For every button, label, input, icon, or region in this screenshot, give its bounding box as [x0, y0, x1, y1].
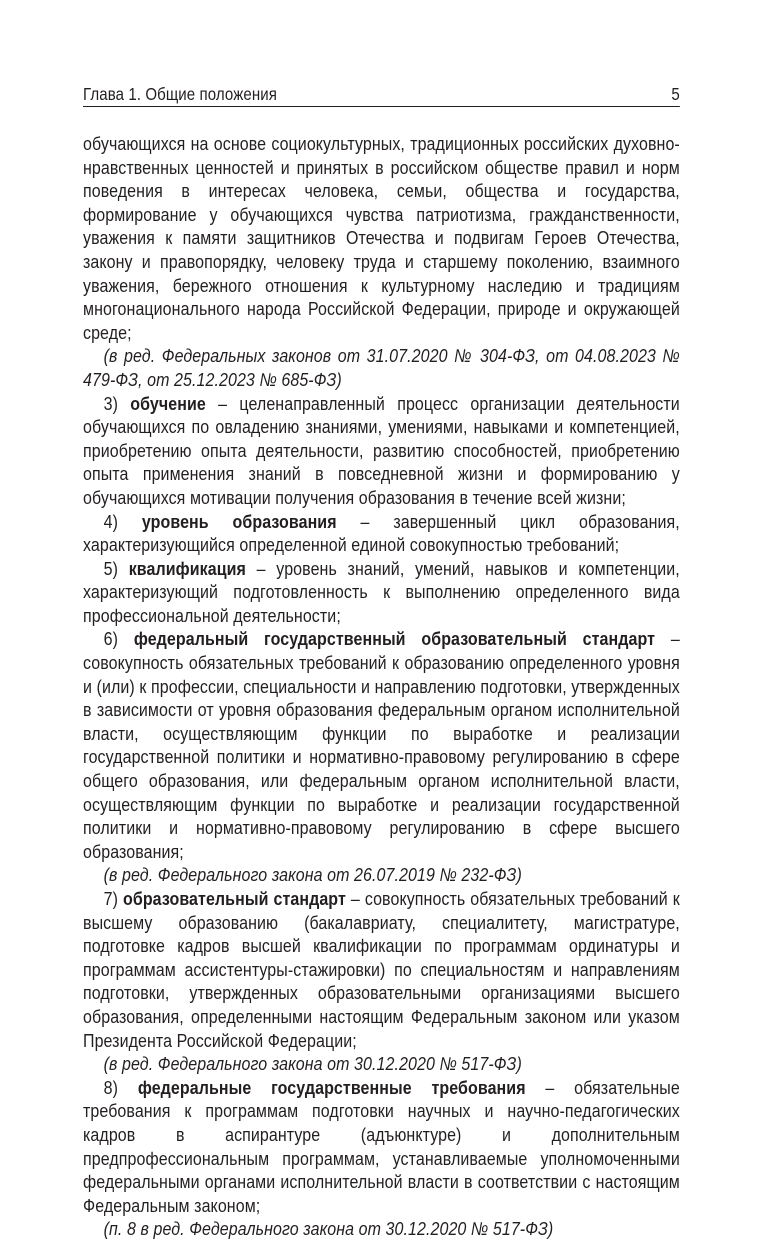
item-number: 6) [103, 628, 119, 650]
defined-term: уровень образования [141, 510, 337, 532]
amendment-note: (в ред. Федеральных законов от 31.07.2020 № 304-ФЗ, от 04.08.2023 № 479-ФЗ, от 25.12.2023 № 685-ФЗ) [83, 345, 680, 390]
amendment-note: (в ред. Федерального закона от 26.07.2019 № 232-ФЗ) [103, 864, 522, 886]
definition-text: – обязательные требования к программам подготовки научных и научно-педагогических кадров в аспирантуре (адъюнктуре) и дополнительным предпрофессиональным программам, устанавливаемые уполномоченными федеральными органами исполнительной власти в соответствии с настоящим Федеральным законом; [83, 1076, 680, 1216]
defined-term: квалификация [128, 557, 246, 579]
defined-term: федеральный государственный образовательный стандарт [133, 628, 656, 650]
document-page [83, 84, 680, 1241]
definition-item-4 [83, 510, 680, 557]
page-number: 5 [671, 84, 680, 104]
item-number: 8) [103, 1076, 119, 1098]
running-header [83, 84, 680, 107]
definition-text: – завершенный цикл образования, характеризующийся определенной единой совокупностью требований; [83, 510, 680, 556]
item-number: 3) [103, 392, 119, 414]
definition-item-7 [83, 887, 680, 1052]
definition-item-6 [83, 627, 680, 863]
definition-item-8 [83, 1076, 680, 1218]
amendment-note: (п. 8 в ред. Федерального закона от 30.12.2020 № 517-ФЗ) [103, 1218, 554, 1240]
chapter-title: Глава 1. Общие положения [83, 84, 277, 104]
item-number: 5) [103, 557, 119, 579]
definition-text: – совокупность обязательных требований к высшему образованию (бакалавриату, специалитету, магистратуре, подготовке кадров высшей квалификации по программам ординатуры и программам ассистентуры-стажировки) по специальностям и направлениям подготовки, утвержденных образовательными организациями высшего образования, определенными настоящим Федеральным законом или указом Президента Российской Федерации; [83, 888, 680, 1051]
definition-text: – уровень знаний, умений, навыков и компетенции, характеризующий подготовленность к выполнению определенного вида профессиональной деятельности; [83, 557, 680, 626]
definition-item-5 [83, 557, 680, 628]
item-number: 4) [103, 510, 119, 532]
definition-item-3 [83, 392, 680, 510]
body-text [83, 132, 680, 1241]
defined-term: образовательный стандарт [123, 888, 346, 909]
amendment-note: (в ред. Федерального закона от 30.12.2020 № 517-ФЗ) [103, 1053, 522, 1075]
continuation-paragraph: обучающихся на основе социокультурных, традиционных российских духовно-нравственных ценностей и принятых в российском обществе правил и норм поведения в интересах человека, семьи, общества и государства, формирование у обучающихся чувства патриотизма, гражданственности, уважения к памяти защитников Отечества и подвигам Героев Отечества, закону и правопорядку, человеку труда и старшему поколению, взаимного уважения, бережного отношения к культурному наследию и традициям многонационального народа Российской Федерации, природе и окружающей среде; [83, 133, 680, 343]
defined-term: федеральные государственные требования [137, 1076, 526, 1098]
defined-term: обучение [130, 392, 206, 414]
item-number: 7) [103, 888, 119, 909]
definition-text: – совокупность обязательных требований к образованию определенного уровня и (или) к профессии, специальности и направлению подготовки, утвержденных в зависимости от уровня образования федеральным органом исполнительной власти, осуществляющим функции по выработке и реализации государственной политики и нормативно-правовому регулированию в сфере общего образования, или федеральным органом исполнительной власти, осуществляющим функции по выработке и реализации государственной политики и нормативно-правовому регулированию в сфере высшего образования; [83, 628, 680, 862]
definition-text: – целенаправленный процесс организации деятельности обучающихся по овладению знаниями, умениями, навыками и компетенцией, приобретению опыта деятельности, развитию способностей, приобретению опыта применения знаний в повседневной жизни и формированию у обучающихся мотивации получения образования в течение всей жизни; [83, 392, 680, 508]
